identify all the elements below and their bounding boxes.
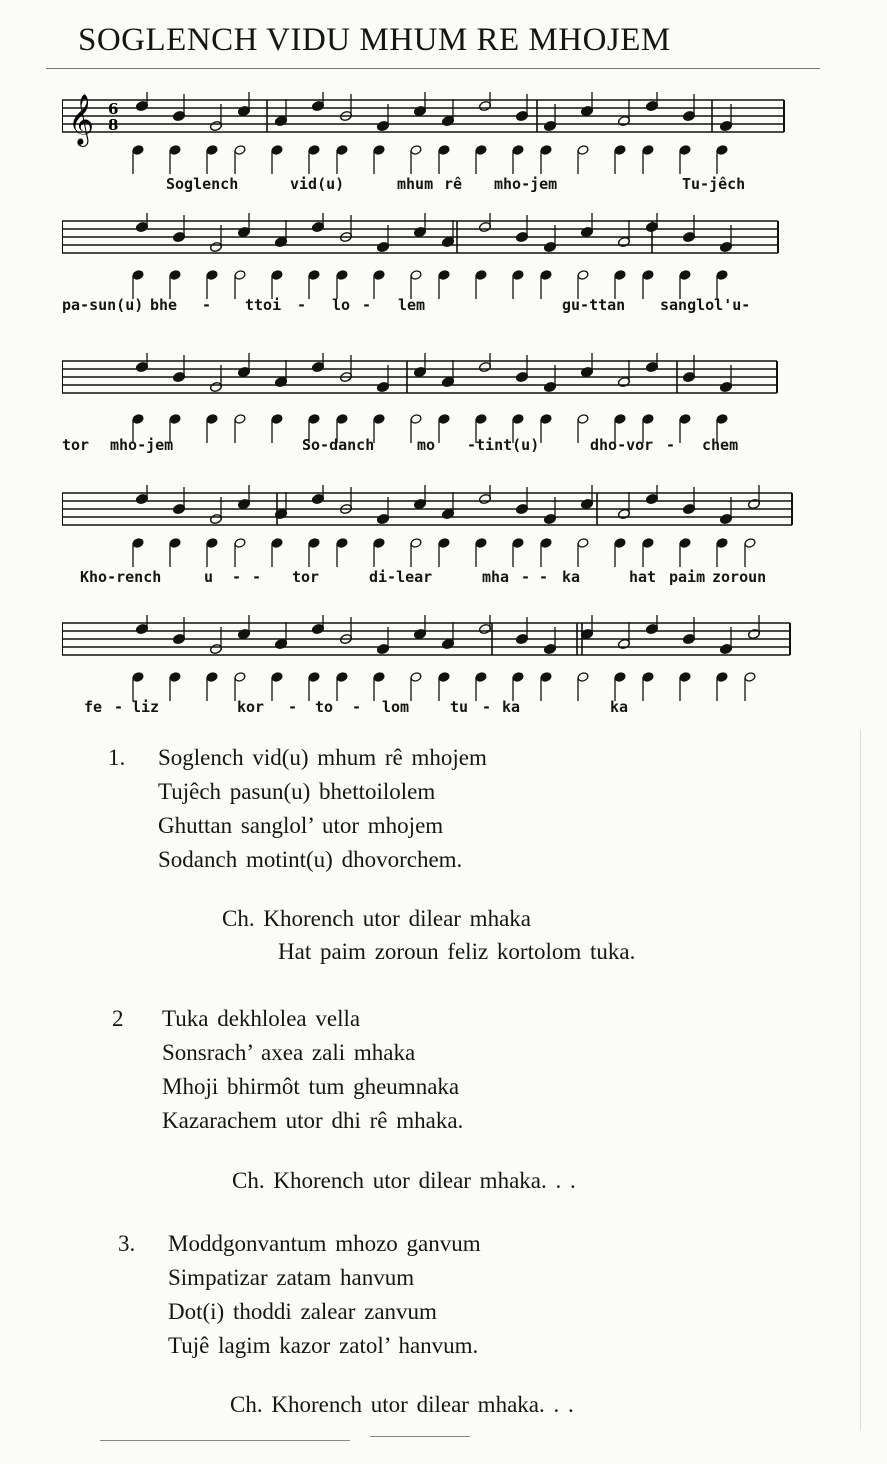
verse-line: Mhoji bhirmôt tum gheumnaka <box>162 1074 460 1099</box>
verse-line: Soglench vid(u) mhum rê mhojem <box>158 745 487 770</box>
lyric-syllable: liz <box>132 698 160 716</box>
lyric-syllable: lom <box>382 698 410 716</box>
note-head <box>716 414 728 425</box>
note-head <box>614 672 626 683</box>
lyric-syllable: - <box>352 698 362 716</box>
chorus-line: Ch. Khorench utor dilear mhaka. . . <box>230 1392 574 1417</box>
note-head <box>336 672 348 683</box>
note-head <box>540 672 552 683</box>
verse-line: Simpatizar zatam hanvum <box>168 1265 415 1290</box>
lyric-syllable: ka <box>610 698 629 716</box>
lyric-syllable: bhe <box>150 296 178 314</box>
score-system-3 <box>62 353 787 453</box>
note-head <box>132 538 144 549</box>
lyric-syllable: hat <box>629 568 657 586</box>
page-title: SOGLENCH VIDU MHUM RE MHOJEM <box>78 22 671 58</box>
lyric-syllable: kor <box>237 698 265 716</box>
note-head <box>234 145 246 156</box>
staff <box>62 615 800 715</box>
verse-line: Ghuttan sanglol’ utor mhojem <box>158 813 444 838</box>
lyric-syllable: mo <box>417 436 436 454</box>
note-head <box>132 145 144 156</box>
note-head <box>373 414 385 425</box>
lyric-syllable: dho-vor <box>590 436 654 454</box>
note-head <box>206 414 218 425</box>
note-head <box>132 672 144 683</box>
lyric-syllable: - <box>232 568 242 586</box>
note-head <box>614 270 626 281</box>
lyric-syllable: pa-sun(u) <box>62 296 144 314</box>
note-head <box>271 414 283 425</box>
note-head <box>512 270 524 281</box>
lyric-syllable: - <box>482 698 492 716</box>
note-head <box>438 538 450 549</box>
verse-line: Sodanch motint(u) dhovorchem. <box>158 847 463 872</box>
note-head <box>271 270 283 281</box>
score-system-5 <box>62 615 800 715</box>
lyric-syllable: fe <box>84 698 103 716</box>
lyric-syllable: ka <box>502 698 521 716</box>
score-system-4 <box>62 485 802 585</box>
note-head <box>540 145 552 156</box>
verse-number: 3. <box>118 1231 136 1256</box>
lyric-syllable: - <box>114 698 124 716</box>
note-head <box>271 538 283 549</box>
note-head <box>336 270 348 281</box>
lyric-syllable: mhum <box>397 175 434 193</box>
lyric-syllable: ka <box>562 568 581 586</box>
note-head <box>614 538 626 549</box>
time-signature: 6 <box>108 100 119 118</box>
chorus-line: Ch. Khorench utor dilear mhaka. . . <box>232 1168 576 1193</box>
note-head <box>744 538 756 549</box>
note-head <box>234 414 246 425</box>
verse-line: Kazarachem utor dhi rê mhaka. <box>162 1108 464 1133</box>
lyric-syllable: tor <box>292 568 320 586</box>
note-head <box>642 538 654 549</box>
lyric-syllable: - <box>521 568 531 586</box>
note-head <box>308 538 320 549</box>
lyric-syllable: vid(u) <box>290 175 345 193</box>
note-head <box>336 414 348 425</box>
note-head <box>336 145 348 156</box>
note-head <box>540 414 552 425</box>
time-signature: 8 <box>108 116 119 134</box>
lyric-syllable: lem <box>398 296 426 314</box>
lyric-syllable: - <box>539 568 549 586</box>
note-head <box>410 538 422 549</box>
lyric-syllable: - <box>362 296 372 314</box>
note-head <box>169 414 181 425</box>
lyric-syllable: Tu-jêch <box>682 175 746 193</box>
note-head <box>540 270 552 281</box>
chorus-line: Hat paim zoroun feliz kortolom tuka. <box>278 939 636 964</box>
note-head <box>716 538 728 549</box>
note-head <box>679 672 691 683</box>
note-head <box>132 414 144 425</box>
note-head <box>438 270 450 281</box>
lyric-syllable: mho-jem <box>494 175 558 193</box>
lyric-syllable: to <box>315 698 334 716</box>
note-head <box>475 145 487 156</box>
note-head <box>234 672 246 683</box>
lyric-syllable: gu-ttan <box>562 296 626 314</box>
verse-line: Tujê lagim kazor zatol’ hanvum. <box>168 1333 479 1358</box>
note-head <box>308 145 320 156</box>
note-head <box>614 145 626 156</box>
note-head <box>132 270 144 281</box>
note-head <box>336 538 348 549</box>
lyric-syllable: tu <box>450 698 469 716</box>
note-head <box>410 270 422 281</box>
lyric-syllable: Soglench <box>166 175 239 193</box>
note-head <box>577 414 589 425</box>
note-head <box>716 270 728 281</box>
note-head <box>206 270 218 281</box>
title-rule <box>46 68 820 69</box>
note-head <box>642 672 654 683</box>
note-head <box>234 270 246 281</box>
note-head <box>679 538 691 549</box>
lyric-syllable: paim <box>669 568 706 586</box>
verse-line: Moddgonvantum mhozo ganvum <box>168 1231 481 1256</box>
note-head <box>642 270 654 281</box>
note-head <box>438 672 450 683</box>
note-head <box>206 538 218 549</box>
note-head <box>410 672 422 683</box>
note-head <box>271 672 283 683</box>
lyric-syllable: zoroun <box>712 568 767 586</box>
lyric-syllable: rê <box>444 175 463 193</box>
note-head <box>234 538 246 549</box>
note-head <box>410 145 422 156</box>
note-head <box>308 270 320 281</box>
note-head <box>642 414 654 425</box>
lyric-syllable: u <box>204 568 214 586</box>
lyric-syllable: -tint(u) <box>467 436 540 454</box>
verse-line: Tuka dekhlolea vella <box>162 1006 361 1031</box>
note-head <box>206 672 218 683</box>
note-head <box>438 414 450 425</box>
note-head <box>206 145 218 156</box>
note-head <box>577 270 589 281</box>
note-head <box>540 538 552 549</box>
lyric-syllable: - <box>202 296 212 314</box>
note-head <box>679 270 691 281</box>
note-head <box>679 414 691 425</box>
score-system-2 <box>62 213 788 313</box>
verse-line: Tujêch pasun(u) bhettoilolem <box>158 779 436 804</box>
lyric-syllable: sanglol'u- <box>660 296 751 314</box>
verse-number: 1. <box>108 745 126 770</box>
lyric-syllable: chem <box>702 436 739 454</box>
score-system-1 <box>62 92 794 192</box>
lyric-syllable: Kho-rench <box>80 568 162 586</box>
lyric-syllable: lo <box>332 296 351 314</box>
note-head <box>475 270 487 281</box>
note-head <box>438 145 450 156</box>
lyric-syllable: - <box>666 436 676 454</box>
lyric-syllable: tor <box>62 436 90 454</box>
note-head <box>512 538 524 549</box>
right-edge-rule <box>860 730 861 1430</box>
note-head <box>475 672 487 683</box>
note-head <box>475 414 487 425</box>
note-head <box>271 145 283 156</box>
note-head <box>410 414 422 425</box>
note-head <box>373 145 385 156</box>
treble-clef-icon: 𝄞 <box>68 94 95 145</box>
note-head <box>744 672 756 683</box>
note-head <box>577 672 589 683</box>
bottom-box <box>370 1436 470 1437</box>
verse-line: Sonsrach’ axea zali mhaka <box>162 1040 416 1065</box>
lyric-syllable: So-danch <box>302 436 375 454</box>
note-head <box>716 145 728 156</box>
note-head <box>308 672 320 683</box>
bottom-rule <box>100 1440 350 1441</box>
note-head <box>614 414 626 425</box>
note-head <box>169 270 181 281</box>
note-head <box>716 672 728 683</box>
chorus-line: Ch. Khorench utor dilear mhaka <box>222 906 531 931</box>
note-head <box>373 672 385 683</box>
lyric-syllable: ttoi <box>245 296 282 314</box>
note-head <box>512 414 524 425</box>
lyric-syllable: di-lear <box>369 568 433 586</box>
note-head <box>373 270 385 281</box>
verse-number: 2 <box>112 1006 124 1031</box>
note-head <box>475 538 487 549</box>
lyric-syllable: - <box>297 296 307 314</box>
note-head <box>169 145 181 156</box>
lyric-syllable: mha <box>482 568 510 586</box>
note-head <box>169 538 181 549</box>
lyric-syllable: mho-jem <box>110 436 174 454</box>
note-head <box>642 145 654 156</box>
note-head <box>373 538 385 549</box>
note-head <box>512 145 524 156</box>
note-head <box>577 145 589 156</box>
note-head <box>679 145 691 156</box>
note-head <box>169 672 181 683</box>
lyric-syllable: - <box>288 698 298 716</box>
lyric-syllable: - <box>252 568 262 586</box>
verse-line: Dot(i) thoddi zalear zanvum <box>168 1299 437 1324</box>
note-head <box>512 672 524 683</box>
note-head <box>308 414 320 425</box>
note-head <box>577 538 589 549</box>
